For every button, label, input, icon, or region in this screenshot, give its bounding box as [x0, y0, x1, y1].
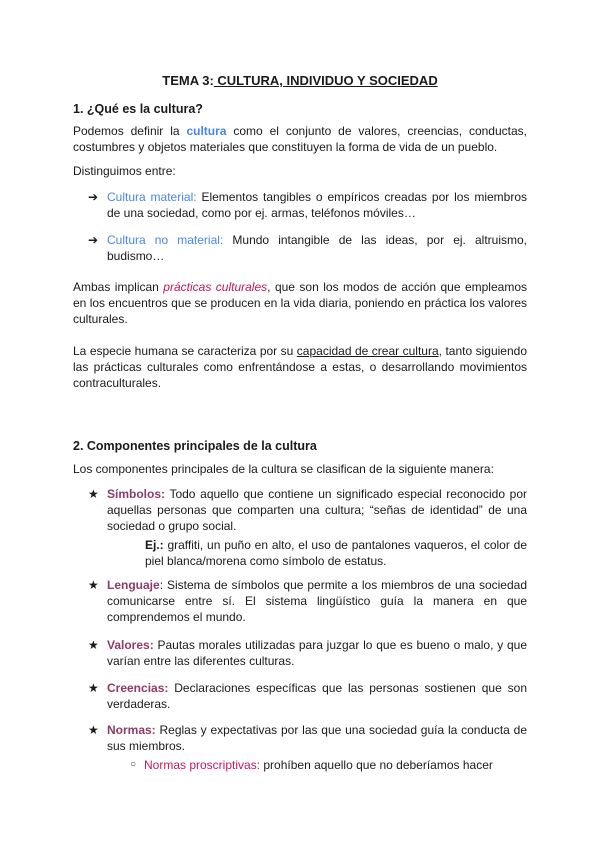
sub-item-normas-proscriptivas: [130, 757, 527, 773]
star-icon: ★: [88, 578, 99, 592]
example-text: graffiti, un puño en alto, el uso de pantalones vaqueros, el color de piel blanca/morena como símbolo de estatus.: [145, 538, 527, 568]
term-normas: Normas:: [107, 723, 156, 737]
term-normas-proscriptivas: Normas proscriptivas:: [144, 758, 261, 772]
list-item-lenguaje: [88, 577, 527, 625]
practices-paragraph: [73, 279, 527, 327]
title-main: CULTURA, INDIVIDUO Y SOCIEDAD: [213, 73, 438, 88]
capacity-paragraph: [73, 343, 527, 391]
term-cultura-material: Cultura material:: [107, 190, 197, 204]
circle-bullet-icon: ○: [130, 759, 137, 770]
term-creencias: Creencias:: [107, 681, 169, 695]
capacity-text-post: , tanto siguiendo las prácticas culturales como enfrentándose a estas, o desarrollando movimientos contraculturales.: [73, 344, 527, 390]
section2-heading: 2. Componentes principales de la cultura: [73, 439, 317, 453]
item-text: Reglas y expectativas por las que una sociedad guía la conducta de sus miembros.: [107, 723, 527, 753]
term-cultura: cultura: [186, 124, 227, 138]
term-cultura-no-material: Cultura no material:: [107, 233, 224, 247]
practices-text-post: , que son los modos de acción que empleamos en los encuentros que se producen en la vida diaria, poniendo en práctica los valores culturales.: [73, 280, 527, 326]
item-text: : Sistema de símbolos que permite a los miembros de una sociedad comunicarse entre sí. El sistema lingüístico guía la manera en que comprendemos el mundo.: [107, 578, 527, 624]
term-capacidad-crear-cultura: capacidad de crear cultura: [296, 344, 439, 358]
item-text: Pautas morales utilizadas para juzgar lo que es bueno o malo, y que varían entre las diferentes culturas.: [107, 638, 527, 668]
item-text: Elementos tangibles o empíricos creadas por los miembros de una sociedad, como por ej. armas, teléfonos móviles…: [107, 190, 528, 220]
item-text: Declaraciones específicas que las personas sostienen que son verdaderas.: [107, 681, 527, 711]
definition-text-pre: Podemos definir la: [73, 124, 187, 138]
star-icon: ★: [88, 681, 99, 695]
list-item-normas: [88, 722, 527, 754]
components-intro: Los componentes principales de la cultura se clasifican de la siguiente manera:: [73, 462, 494, 476]
star-icon: ★: [88, 723, 99, 737]
section1-heading: 1. ¿Qué es la cultura?: [73, 102, 203, 116]
culture-definition: [73, 123, 527, 155]
item-text: Todo aquello que contiene un significado especial reconocido por aquellas personas que comparten una cultura; “señas de identidad” de una sociedad o grupo social.: [107, 487, 527, 533]
arrow-icon: ➔: [88, 233, 99, 247]
term-lenguaje: Lenguaje: [107, 578, 160, 592]
list-item-cultura-material: [88, 189, 527, 221]
example-label: Ej.:: [145, 538, 164, 552]
arrow-icon: ➔: [88, 190, 99, 204]
sub-item-text: prohíben aquello que no deberíamos hacer: [260, 758, 493, 772]
capacity-text-pre: La especie humana se caracteriza por su: [73, 344, 297, 358]
term-valores: Valores:: [107, 638, 154, 652]
star-icon: ★: [88, 487, 99, 501]
practices-text-pre: Ambas implican: [73, 280, 164, 294]
term-practicas-culturales: prácticas culturales: [163, 280, 268, 294]
page-title: [0, 72, 600, 90]
list-item-cultura-no-material: [88, 232, 527, 264]
symbols-example: [145, 537, 527, 569]
item-text: Mundo intangible de las ideas, por ej. altruismo, budismo…: [107, 233, 527, 263]
definition-text-post: como el conjunto de valores, creencias, conductas, costumbres y objetos materiales que constituyen la forma de vida de un pueblo.: [73, 124, 527, 154]
star-icon: ★: [88, 638, 99, 652]
term-simbolos: Símbolos:: [107, 487, 166, 501]
list-item-valores: [88, 637, 527, 669]
list-item-simbolos: [88, 486, 527, 534]
title-prefix: TEMA 3:: [162, 73, 214, 88]
list-item-creencias: [88, 680, 527, 712]
distinguish-label: Distinguimos entre:: [73, 164, 176, 178]
